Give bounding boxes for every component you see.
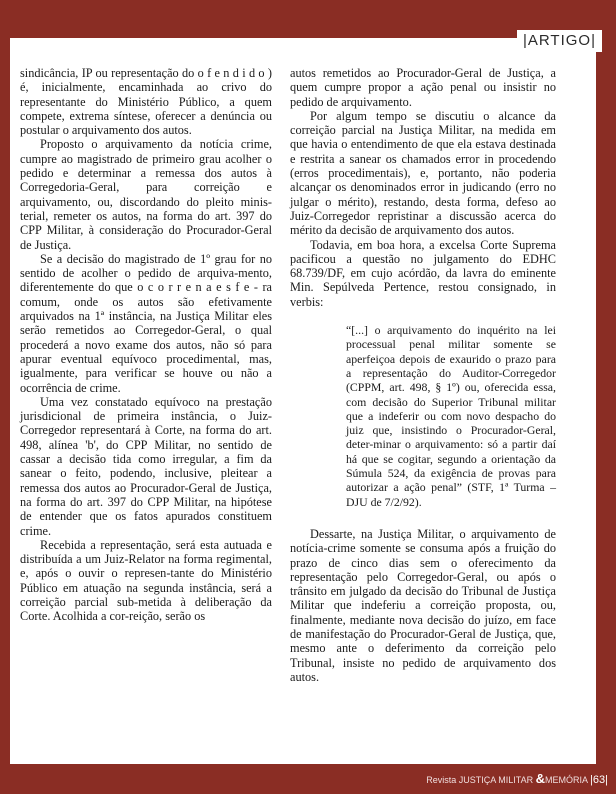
paragraph: Recebida a representação, será esta autuada e distribuída a um Juiz-Relator na forma regimental, e, após o ouvir o represen-tante do Ministério Público em atuação na segunda instância, será a correição parcial sub-metida à deliberação da Corte. Acolhida a cor-reição, serão os xyxy=(20,537,272,624)
paragraph: Proposto o arquivamento da notícia crime, cumpre ao magistrado de primeiro grau acolher o pedido e determinar a remessa dos autos à Corregedoria-Geral, para correição e arquivamento, ou, discordando do pleito minis-terial, remeter os autos, na forma do art. 397 do CPP Militar, à consideração do Procurador-Geral de Justiça. xyxy=(20,137,272,252)
paragraph: Se a decisão do magistrado de 1º grau for no sentido de acolher o pedido de arquiva-mento, diferentemente do que o c o r r e n a e s f e - ra comum, onde os autos são efetivamente arquivados na 1ª instância, na Justiça Militar eles serão remetidos ao Corregedor-Geral, o qual procederá a novo exame dos autos, não só para apurar eventual equívoco procedimental, mas, igualmente, para verificar se houve ou não a ocorrência de crime. xyxy=(20,251,272,395)
left-column xyxy=(20,66,272,624)
right-column xyxy=(290,66,556,684)
block-quote: “[...] o arquivamento do inquérito na lei processual penal militar somente se aperfeiçoa depois de exaurido o prazo para a representação do Auditor-Corregedor (CPPM, art. 498, § 1º) ou, oferecida essa, com decisão do Superior Tribunal militar que a indeferir ou com novo despacho do juiz que, insistindo o Procurador-Geral, deter-minar o arquivamento: só a partir daí há que se cogitar, segundo a orientação da Súmula 524, da exigência de provas para autorizar a ação penal” (STF, 1ª Turma – DJU de 7/2/92). xyxy=(346,323,556,509)
footer-band xyxy=(0,764,616,794)
magazine-name: Revista JUSTIÇA MILITAR xyxy=(426,775,534,785)
spacer xyxy=(290,509,556,527)
paragraph: Por algum tempo se discutiu o alcance da correição parcial na Justiça Militar, na medida em que havia o entendimento de que ela estava destinada e restrita a sanear os chamados error in procedendo (erros procedimentais), e, portanto, não poderia alcançar os denominados error in judicando (erro no julgar o mérito), restando, desta forma, defeso ao Juiz-Corregedor repristinar a discussão acerca do mérito da decisão de arquivamento dos autos. xyxy=(290,108,556,238)
paragraph: Dessarte, na Justiça Militar, o arquivamento de notícia-crime somente se consuma após a fruição do prazo de cinco dias sem o oferecimento da representação pelo Corregedor-Geral, ou após o trânsito em julgado da decisão do Tribunal de Justiça Militar que indeferiu a correição proposta, ou, finalmente, mediante nova decisão do juízo, em face de manifestação do Procurador-Geral de Justiça, que, mesmo ante o deferimento da correição pelo Tribunal, insiste no pedido de arquivamento dos autos. xyxy=(290,526,556,684)
paragraph: sindicância, IP ou representação do o f e n d i d o ) é, inicialmente, encaminhada ao crivo do representante do Ministério Público, a quem compete, extrema síntese, oferecer a denúncia ou postular o arquivamento dos autos. xyxy=(20,66,272,138)
memoria-label: MEMÓRIA xyxy=(545,775,588,785)
paragraph: autos remetidos ao Procurador-Geral de Justiça, a quem cumpre propor a ação penal ou insistir no pedido de arquivamento. xyxy=(290,66,556,109)
section-tag: |ARTIGO| xyxy=(517,30,602,52)
paragraph: Uma vez constatado equívoco na prestação jurisdicional de primeira instância, o Juiz-Corregedor representará à Corte, na forma do art. 498, alínea 'b', do CPP Militar, no sentido de cassar a decisão tida como irregular, a fim da sanear o feito, podendo, inclusive, pleitear a remessa dos autos ao Procurador-Geral de Justiça, na forma do art. 397 do CPP Militar, na hipótese de entender que os fatos apurados constituem crime. xyxy=(20,394,272,538)
page-number: |63| xyxy=(590,774,608,786)
ampersand: & xyxy=(535,771,546,786)
top-band xyxy=(10,0,596,38)
footer-credit xyxy=(426,771,608,786)
paragraph: Todavia, em boa hora, a excelsa Corte Suprema pacificou a questão no julgamento do EDHC 68.739/DF, em cujo acórdão, da lavra do eminente Min. Sepúlveda Pertence, restou consignado, in verbis: xyxy=(290,237,556,309)
